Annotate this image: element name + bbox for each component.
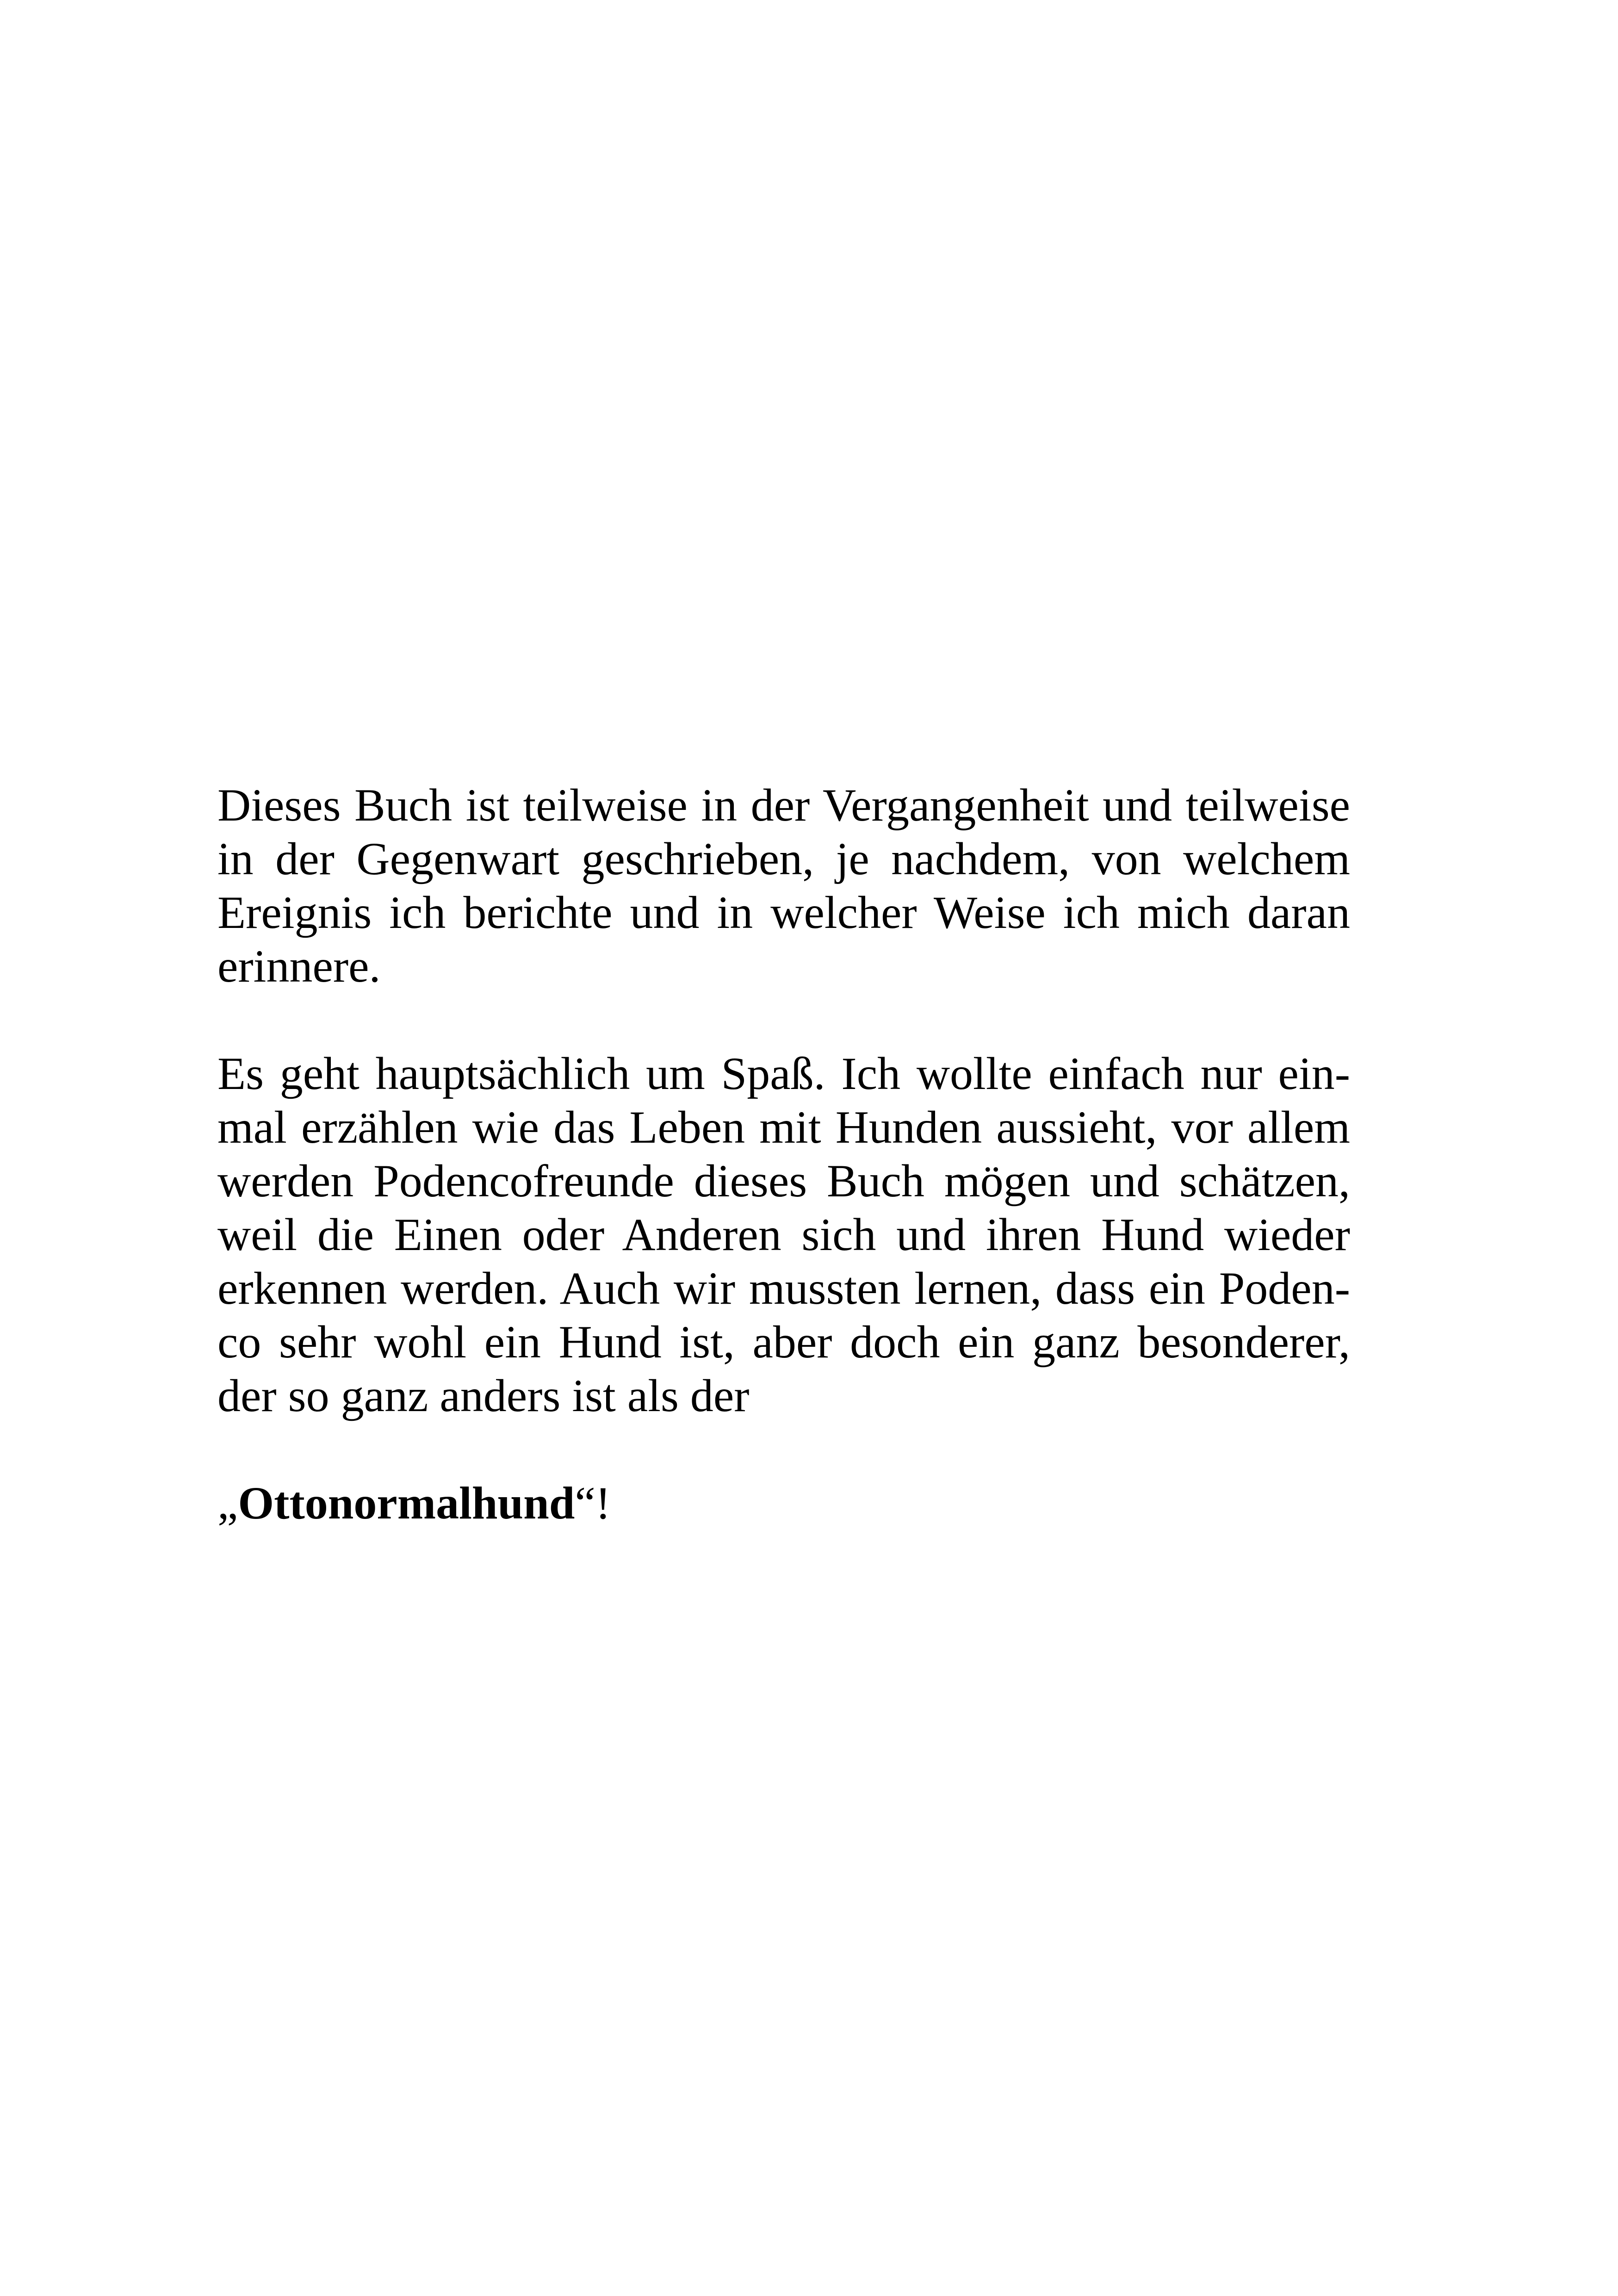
body-text: [217, 778, 1350, 1530]
closing-line: [217, 1476, 1350, 1530]
paragraph-1: [217, 778, 1350, 993]
text-line: werden Podencofreunde dieses Buch mögen und schätzen,: [217, 1155, 1350, 1207]
paragraph-gap: [217, 1423, 1350, 1476]
text-line: erkennen werden. Auch wir mussten lernen, dass ein Poden-: [217, 1263, 1350, 1314]
text-line: mal erzählen wie das Leben mit Hunden aussieht, vor allem: [217, 1101, 1350, 1153]
text-line: der so ganz anders ist als der: [217, 1370, 750, 1421]
text-line: Ereignis ich berichte und in welcher Weise ich mich daran: [217, 887, 1350, 938]
text-line: weil die Einen oder Anderen sich und ihren Hund wieder: [217, 1209, 1350, 1260]
emphasized-word: Ottonormalhund: [238, 1477, 575, 1529]
closing-quote: “!: [575, 1477, 611, 1529]
text-line: co sehr wohl ein Hund ist, aber doch ein ganz besonderer,: [217, 1316, 1350, 1368]
paragraph-2: [217, 1047, 1350, 1423]
paragraph-gap: [217, 993, 1350, 1047]
text-line: in der Gegenwart geschrieben, je nachdem, von welchem: [217, 833, 1350, 884]
text-line: Es geht hauptsächlich um Spaß. Ich wollte einfach nur ein-: [217, 1048, 1350, 1099]
text-line: Dieses Buch ist teilweise in der Vergangenheit und teilweise: [217, 779, 1350, 831]
opening-quote: „: [217, 1477, 238, 1529]
text-line: erinnere.: [217, 940, 381, 992]
